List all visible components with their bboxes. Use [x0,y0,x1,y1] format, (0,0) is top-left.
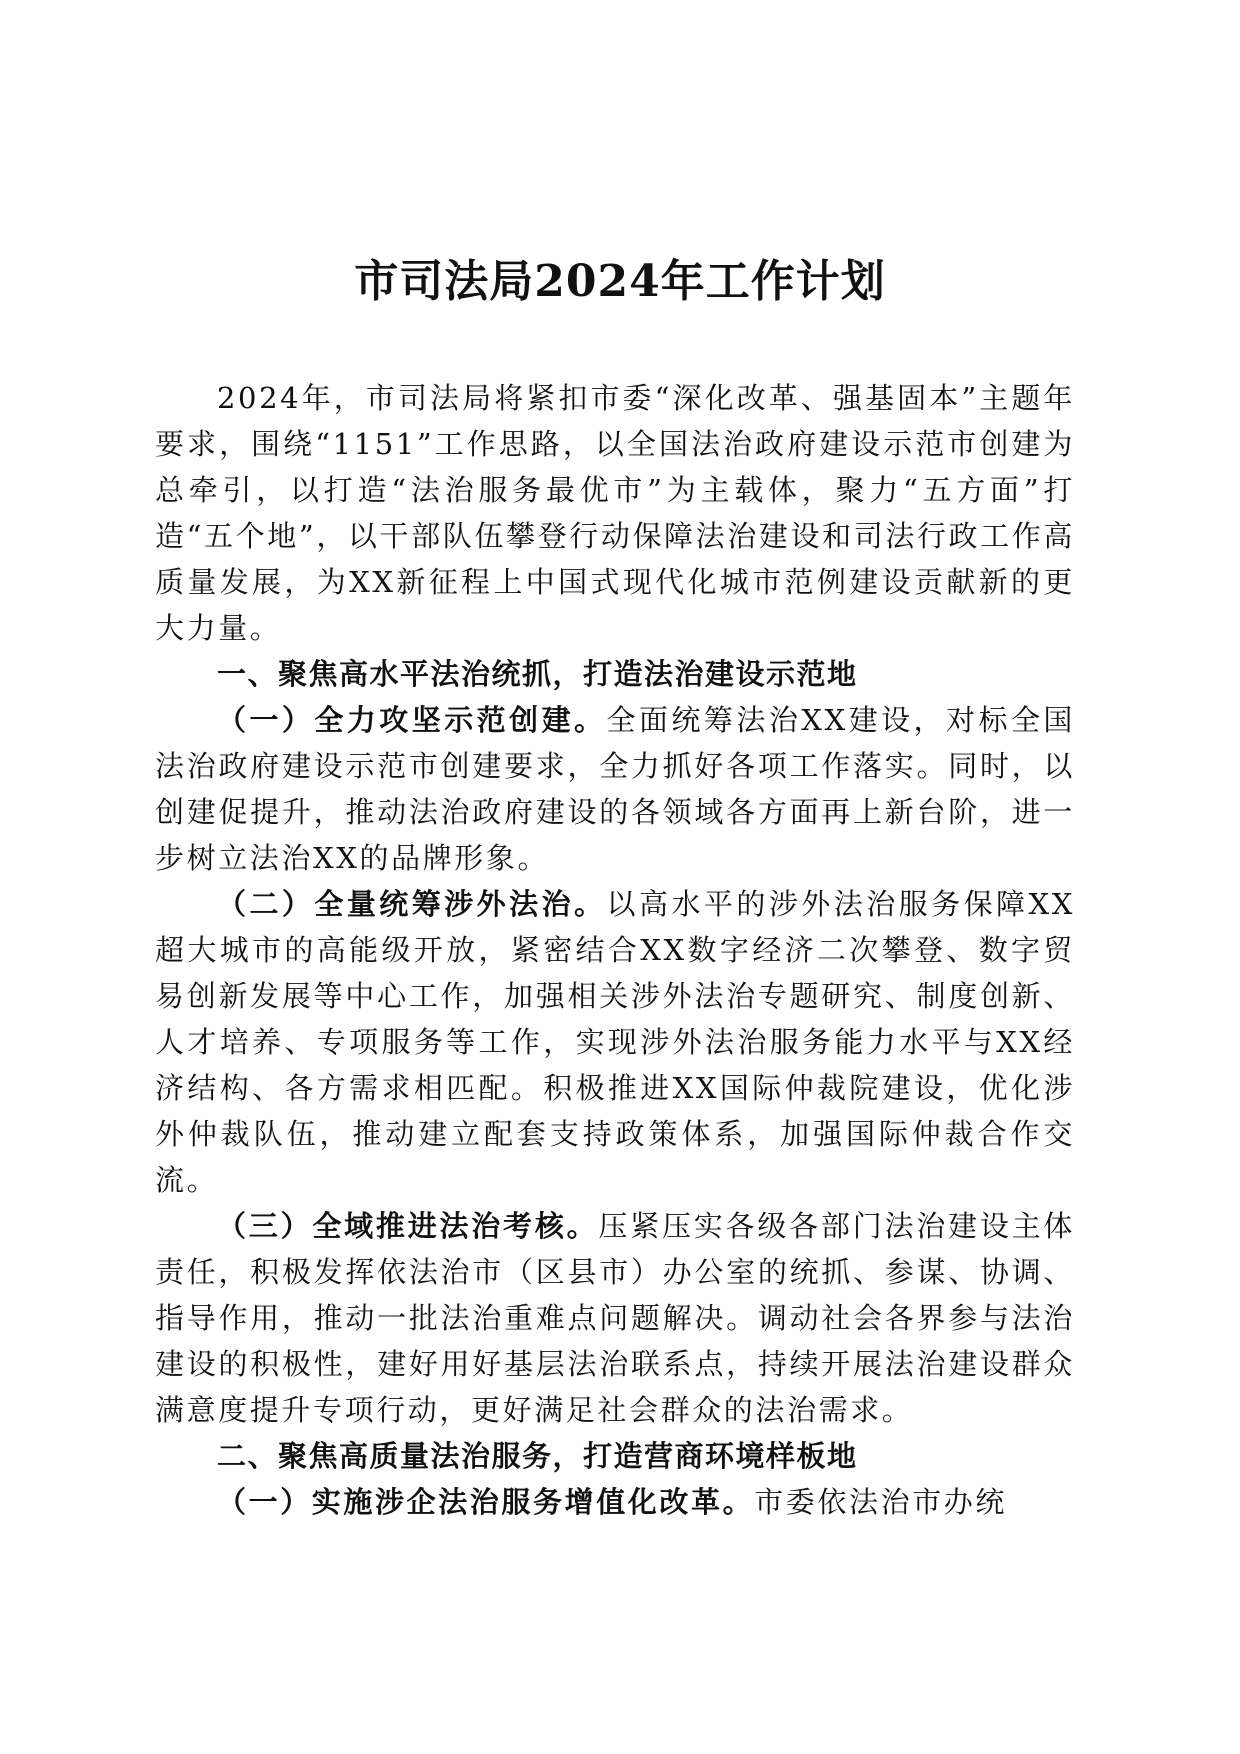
document-title: 市司法局2024年工作计划 [354,256,886,307]
section-1-heading: 一、聚焦高水平法治统抓，打造法治建设示范地 [217,657,858,691]
item-text: 全面统筹法治XX建设，对标全国法治政府建设示范市创建要求，全力抓好各项工作落实。同时，以创建促提升，推动法治政府建设的各领域各方面再上新台阶，进一步树立法治XX的品牌形象。 [155,703,1076,875]
item-text: 压紧压实各级各部门法治建设主体责任，积极发挥依法治市（区县市）办公室的统抓、参谋、协调、指导作用，推动一批法治重难点问题解决。调动社会各界参与法治建设的积极性，建好用好基层法治联系点，持续开展法治建设群众满意度提升专项行动，更好满足社会群众的法治需求。 [155,1209,1075,1427]
section-2-item-1 [155,1479,1075,1525]
section-1-item-1 [155,697,1075,881]
section-1-item-3 [155,1203,1075,1433]
section-1-item-2 [155,881,1075,1203]
item-text: 以高水平的涉外法治服务保障XX超大城市的高能级开放，紧密结合XX数字经济二次攀登、数字贸易创新发展等中心工作，加强相关涉外法治专题研究、制度创新、人才培养、专项服务等工作，实现涉外法治服务能力水平与XX经济结构、各方需求相匹配。积极推进XX国际仲裁院建设，优化涉外仲裁队伍，推动建立配套支持政策体系，加强国际仲裁合作交流。 [155,887,1076,1197]
document-body [155,375,1075,1525]
section-2-heading: 二、聚焦高质量法治服务，打造营商环境样板地 [217,1439,858,1473]
item-lead: （二）全量统筹涉外法治。 [217,887,607,921]
item-text: 市委依法治市办统 [754,1485,1008,1519]
intro-paragraph: 2024年，市司法局将紧扣市委“深化改革、强基固本”主题年要求，围绕“1151”工作思路，以全国法治政府建设示范市创建为总牵引，以打造“法治服务最优市”为主载体，聚力“五方面”打造“五个地”，以干部队伍攀登行动保障法治建设和司法行政工作高质量发展，为XX新征程上中国式现代化城市范例建设贡献新的更大力量。 [155,381,1075,645]
item-lead: （一）实施涉企法治服务增值化改革。 [217,1485,755,1519]
item-lead: （三）全域推进法治考核。 [217,1209,599,1243]
item-lead: （一）全力攻坚示范创建。 [217,703,607,737]
